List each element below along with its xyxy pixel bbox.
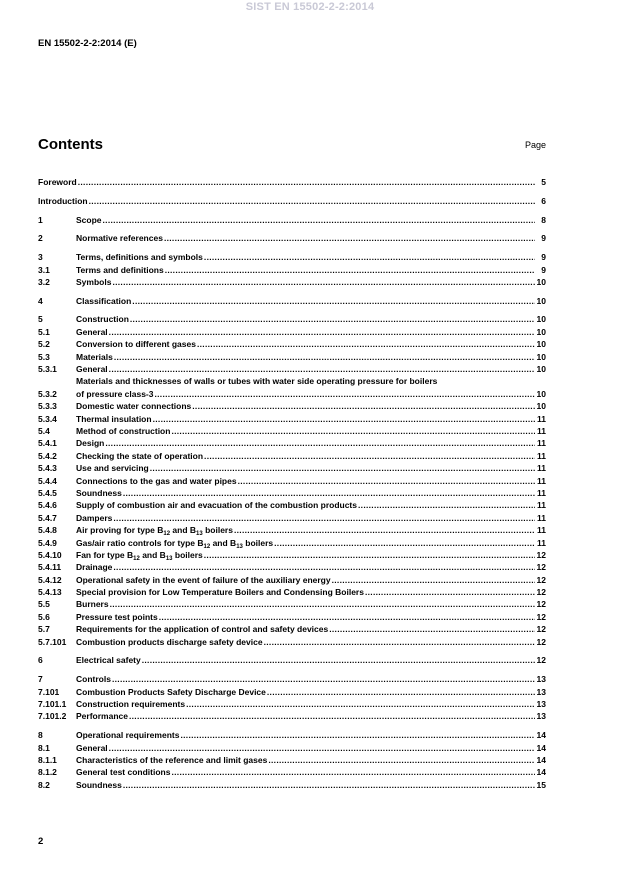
toc-entry-title: General <box>76 364 108 375</box>
toc-entry-number: 5.3.2 <box>38 388 57 399</box>
toc-entry-number: 3.1 <box>38 264 50 275</box>
toc-entry-page: 12 <box>536 611 546 622</box>
toc-leader-dots <box>171 425 535 437</box>
toc-entry-title: Thermal insulation <box>76 413 152 424</box>
toc-entry-page: 13 <box>536 698 546 709</box>
toc-entry-title: Use and servicing <box>76 463 149 474</box>
toc-entry-page: 11 <box>537 500 546 511</box>
toc-entry-title: Checking the state of operation <box>76 450 204 461</box>
toc-entry-title: Drainage <box>76 562 113 573</box>
toc-entry[interactable] <box>38 779 546 791</box>
watermark: SIST EN 15502-2-2:2014 <box>245 1 375 13</box>
toc-entry-page: 10 <box>536 339 546 350</box>
toc-entry[interactable] <box>38 338 546 350</box>
toc-entry[interactable] <box>38 729 546 741</box>
toc-entry-title: Special provision for Low Temperature Boilers and Condensing Boilers <box>76 587 364 598</box>
toc-leader-dots <box>89 195 535 207</box>
toc-entry-page: 12 <box>536 587 546 598</box>
toc-entry-number: 5.4.13 <box>38 587 62 598</box>
toc-entry-number: 5.4.1 <box>38 438 57 449</box>
toc-leader-dots <box>78 176 535 188</box>
toc-entry-title: Air proving for type $B_{12}$ and $B_{13}$ boilers <box>76 525 233 538</box>
toc-entry-number: 5.2 <box>38 339 50 350</box>
toc-leader-dots <box>204 549 535 561</box>
toc-entry[interactable] <box>38 450 546 462</box>
toc-leader-dots <box>112 276 535 288</box>
toc-entry-page: 15 <box>536 779 546 790</box>
toc-entry-title: Construction <box>76 314 129 325</box>
toc-entry-number: 5.7 <box>38 624 50 635</box>
toc-leader-dots <box>109 742 535 754</box>
toc-leader-dots <box>150 462 535 474</box>
toc-leader-dots <box>165 264 535 276</box>
page-number: 2 <box>38 836 44 847</box>
toc-entry-page: 10 <box>536 326 546 337</box>
toc-leader-dots <box>129 710 535 722</box>
toc-entry-number: 5.4.4 <box>38 475 57 486</box>
toc-entry[interactable] <box>38 673 546 685</box>
toc-entry[interactable] <box>38 499 546 511</box>
toc-entry-page: 13 <box>536 711 546 722</box>
toc-entry-title: Gas/air ratio controls for type $B_{12}$ and $B_{13}$ boilers <box>76 537 274 550</box>
toc-entry-title: Fan for type $B_{12}$ and $B_{13}$ boilers <box>76 549 203 562</box>
toc-entry-number: 5.4.11 <box>38 562 62 573</box>
toc-entry[interactable] <box>38 754 546 766</box>
toc-entry-number: 4 <box>38 295 43 306</box>
toc-leader-dots <box>268 754 535 766</box>
toc-entry-page: 11 <box>537 413 546 424</box>
toc-entry-page: 12 <box>536 624 546 635</box>
toc-leader-dots <box>113 561 535 573</box>
toc-entry-number: 5 <box>38 314 43 325</box>
toc-entry-title: of pressure class-3 <box>76 388 154 399</box>
toc-entry-page: 12 <box>536 574 546 585</box>
toc-entry-title: Dampers <box>76 512 113 523</box>
toc-leader-dots <box>112 673 535 685</box>
toc-entry-title: Classification <box>76 295 132 306</box>
toc-entry[interactable] <box>38 475 546 487</box>
toc-entry-title: Connections to the gas and water pipes <box>76 475 237 486</box>
toc-leader-dots <box>123 487 535 499</box>
toc-entry[interactable] <box>38 313 546 325</box>
toc-entry-number: 5.7.101 <box>38 636 67 647</box>
toc-entry-number: 2 <box>38 233 43 244</box>
toc-leader-dots <box>204 251 535 263</box>
toc-entry-page: 13 <box>536 686 546 697</box>
toc-entry-title: Soundness <box>76 487 122 498</box>
toc-entry-page: 10 <box>536 401 546 412</box>
toc-leader-dots <box>110 598 535 610</box>
toc-entry[interactable] <box>38 264 546 276</box>
toc-entry-title: Terms and definitions <box>76 264 164 275</box>
toc-entry-number: 8.1 <box>38 742 50 753</box>
toc-entry-number: 5.3.4 <box>38 413 57 424</box>
toc-entry-title: Pressure test points <box>76 611 158 622</box>
toc-entry-page: 10 <box>536 351 546 362</box>
toc-entry-number: 5.4.6 <box>38 500 57 511</box>
toc-entry[interactable] <box>38 351 546 363</box>
toc-entry-page: 9 <box>541 252 546 263</box>
toc-entry-page: 9 <box>541 264 546 275</box>
toc-entry[interactable] <box>38 611 546 623</box>
toc-entry-number: 8.1.2 <box>38 767 57 778</box>
toc-entry[interactable] <box>38 232 546 244</box>
toc-entry[interactable] <box>38 400 546 412</box>
toc-leader-dots <box>264 636 535 648</box>
toc-leader-dots <box>234 524 535 536</box>
toc-entry-number: 5.6 <box>38 611 50 622</box>
toc-leader-dots <box>109 326 535 338</box>
toc-leader-dots <box>358 499 535 511</box>
toc-entry-number: 5.4.10 <box>38 549 62 560</box>
toc-leader-dots <box>180 729 535 741</box>
toc-entry-title: Conversion to different gases <box>76 339 196 350</box>
toc-entry-title: Controls <box>76 674 111 685</box>
toc-entry[interactable] <box>38 561 546 573</box>
toc-leader-dots <box>186 698 535 710</box>
toc-entry-title: Symbols <box>76 276 112 287</box>
toc-entry-title: Design <box>76 438 105 449</box>
toc-entry-title: Combustion products discharge safety device <box>76 636 263 647</box>
toc-entry-title: Burners <box>76 599 109 610</box>
toc-leader-dots <box>123 779 535 791</box>
toc-leader-dots <box>192 400 535 412</box>
toc-entry-title: Performance <box>76 711 128 722</box>
toc-entry-title: Combustion Products Safety Discharge Device <box>76 686 266 697</box>
toc-entry[interactable] <box>38 295 546 307</box>
toc-entry-page: 10 <box>536 276 546 287</box>
toc-entry-number: 5.3.3 <box>38 401 57 412</box>
toc-leader-dots <box>103 214 535 226</box>
toc-entry[interactable] <box>38 766 546 778</box>
toc-entry-page: 9 <box>541 233 546 244</box>
toc-entry[interactable] <box>38 437 546 449</box>
toc-entry-number: 8 <box>38 730 43 741</box>
toc-entry[interactable] <box>38 598 546 610</box>
toc-entry-number: 1 <box>38 214 43 225</box>
toc-leader-dots <box>154 388 535 400</box>
toc-entry-number: 7.101.1 <box>38 698 67 709</box>
toc-leader-dots <box>238 475 535 487</box>
toc-entry[interactable] <box>38 375 546 400</box>
toc-entry-page: 14 <box>536 754 546 765</box>
toc-entry-title: Normative references <box>76 233 163 244</box>
toc-entry[interactable] <box>38 524 546 536</box>
toc-leader-dots <box>114 351 535 363</box>
toc-entry-number: 8.2 <box>38 779 50 790</box>
toc-entry[interactable] <box>38 512 546 524</box>
toc-entry-number: 5.4.2 <box>38 450 57 461</box>
toc-leader-dots <box>113 512 535 524</box>
toc-entry-number: 5.5 <box>38 599 50 610</box>
toc-entry[interactable] <box>38 742 546 754</box>
toc-entry[interactable] <box>38 276 546 288</box>
document-id: EN 15502-2-2:2014 (E) <box>38 38 137 49</box>
toc-entry-page: 11 <box>537 450 546 461</box>
toc-entry[interactable] <box>38 326 546 338</box>
toc-entry-number: 5.3 <box>38 351 50 362</box>
toc-entry-title: Operational safety in the event of failure of the auxiliary energy <box>76 574 331 585</box>
toc-entry-page: 12 <box>536 599 546 610</box>
toc-entry-page: 11 <box>537 525 546 536</box>
toc-leader-dots <box>105 437 535 449</box>
toc-entry-page: 11 <box>537 438 546 449</box>
toc-leader-dots <box>130 313 535 325</box>
toc-entry-number: 7.101.2 <box>38 711 67 722</box>
toc-entry[interactable] <box>38 487 546 499</box>
toc-entry-title: Terms, definitions and symbols <box>76 252 203 263</box>
toc-entry-page: 11 <box>537 487 546 498</box>
toc-leader-dots <box>197 338 535 350</box>
toc-entry-number: 5.4.3 <box>38 463 57 474</box>
toc-entry-page: 12 <box>536 655 546 666</box>
toc-entry-title: Soundness <box>76 779 122 790</box>
toc-entry[interactable] <box>38 462 546 474</box>
toc-entry-number: 5.4.12 <box>38 574 62 585</box>
toc-entry-page: 14 <box>536 767 546 778</box>
toc-entry-page: 11 <box>537 475 546 486</box>
toc-entry-page: 14 <box>536 742 546 753</box>
toc-entry-number: 5.1 <box>38 326 50 337</box>
toc-entry-page: 10 <box>536 388 546 399</box>
toc-entry[interactable] <box>38 425 546 437</box>
toc-entry-title: Construction requirements <box>76 698 186 709</box>
toc-entry-number: 7.101 <box>38 686 60 697</box>
toc-entry-number: 8.1.1 <box>38 754 57 765</box>
toc-entry-page: 11 <box>537 512 546 523</box>
toc-entry-page: 11 <box>537 425 546 436</box>
toc-entry-title: Requirements for the application of control and safety devices <box>76 624 329 635</box>
contents-title: Contents <box>38 136 103 153</box>
toc-leader-dots <box>164 232 535 244</box>
toc-entry[interactable] <box>38 537 546 549</box>
toc-entry-title: Foreword <box>38 176 77 187</box>
toc-entry-title: Domestic water connections <box>76 401 192 412</box>
toc-entry-page: 12 <box>536 636 546 647</box>
toc-entry[interactable] <box>38 549 546 561</box>
toc-entry-title: Method of construction <box>76 425 171 436</box>
toc-entry[interactable] <box>38 363 546 375</box>
toc-entry[interactable] <box>38 636 546 648</box>
toc-entry-page: 14 <box>536 730 546 741</box>
toc-leader-dots <box>332 574 535 586</box>
toc-entry-page: 8 <box>541 214 546 225</box>
toc-entry-title: Operational requirements <box>76 730 180 741</box>
toc-leader-dots <box>132 295 535 307</box>
toc-entry[interactable] <box>38 574 546 586</box>
toc-entry-number: 6 <box>38 655 43 666</box>
toc-entry-page: 12 <box>536 549 546 560</box>
toc-entry[interactable] <box>38 176 546 188</box>
toc-leader-dots <box>109 363 535 375</box>
toc-entry-page: 12 <box>536 562 546 573</box>
toc-entry-title: Characteristics of the reference and limit gases <box>76 754 268 765</box>
toc-leader-dots <box>267 686 535 698</box>
toc-entry-title: General test conditions <box>76 767 171 778</box>
toc-entry-title-line: Materials and thicknesses of walls or tubes with water side operating pressure for boilers <box>76 376 438 387</box>
toc-entry-title: General <box>76 742 108 753</box>
toc-entry[interactable] <box>38 654 546 666</box>
table-of-contents <box>38 176 546 791</box>
toc-entry-title: General <box>76 326 108 337</box>
toc-leader-dots <box>142 654 535 666</box>
toc-entry-page: 6 <box>541 195 546 206</box>
toc-entry-number: 5.4.9 <box>38 537 57 548</box>
toc-entry-number: 7 <box>38 674 43 685</box>
toc-entry[interactable] <box>38 195 546 207</box>
toc-entry-number: 5.4 <box>38 425 50 436</box>
toc-entry-page: 10 <box>536 314 546 325</box>
toc-entry-number: 5.3.1 <box>38 364 57 375</box>
toc-entry[interactable] <box>38 710 546 722</box>
toc-entry-title: Electrical safety <box>76 655 141 666</box>
toc-entry-page: 10 <box>536 364 546 375</box>
toc-entry-page: 10 <box>536 295 546 306</box>
toc-leader-dots <box>365 586 535 598</box>
toc-entry[interactable] <box>38 586 546 598</box>
toc-entry-title: Materials <box>76 351 113 362</box>
toc-entry[interactable] <box>38 413 546 425</box>
toc-entry[interactable] <box>38 623 546 635</box>
toc-leader-dots <box>153 413 535 425</box>
toc-leader-dots <box>204 450 535 462</box>
toc-leader-dots <box>274 537 535 549</box>
toc-leader-dots <box>329 623 535 635</box>
toc-entry-number: 5.4.8 <box>38 525 57 536</box>
toc-leader-dots <box>171 766 535 778</box>
toc-entry[interactable] <box>38 686 546 698</box>
toc-leader-dots <box>159 611 535 623</box>
toc-entry[interactable] <box>38 251 546 263</box>
toc-entry-title: Introduction <box>38 195 88 206</box>
toc-entry-number: 3.2 <box>38 276 50 287</box>
toc-entry-page: 11 <box>537 537 546 548</box>
page-column-label: Page <box>524 140 546 150</box>
toc-entry-title: Scope <box>76 214 102 225</box>
toc-entry-title: Supply of combustion air and evacuation of the combustion products <box>76 500 357 511</box>
toc-entry-number: 3 <box>38 252 43 263</box>
toc-entry-page: 13 <box>536 674 546 685</box>
toc-entry-page: 5 <box>541 176 546 187</box>
toc-entry[interactable] <box>38 698 546 710</box>
toc-entry[interactable] <box>38 214 546 226</box>
toc-entry-page: 11 <box>537 463 546 474</box>
toc-entry-number: 5.4.7 <box>38 512 57 523</box>
toc-entry-number: 5.4.5 <box>38 487 57 498</box>
